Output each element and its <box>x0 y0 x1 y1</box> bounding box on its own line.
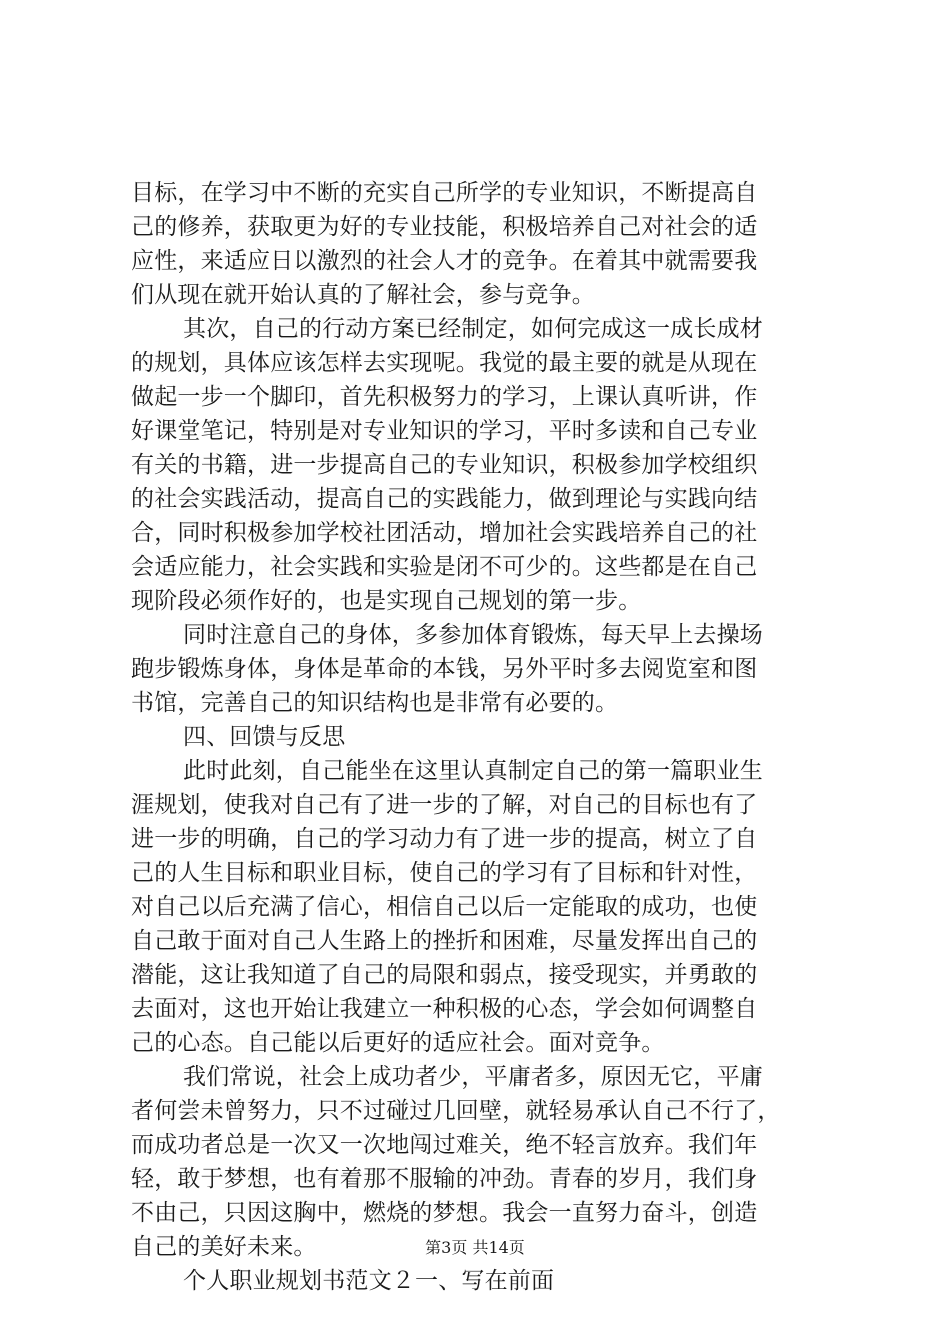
text-line: 涯规划，使我对自己有了进一步的了解，对自己的目标也有了 <box>131 792 758 818</box>
text-line: 做起一步一个脚印，首先积极努力的学习，上课认真听讲，作 <box>131 384 758 410</box>
text-line: 自己的美好未来。 <box>131 1234 317 1260</box>
text-line: 跑步锻炼身体，身体是革命的本钱，另外平时多去阅览室和图 <box>131 656 758 682</box>
text-line: 潜能，这让我知道了自己的局限和弱点，接受现实，并勇敢的 <box>131 962 758 988</box>
text-line: 轻，敢于梦想，也有着那不服输的冲劲。青春的岁月，我们身 <box>131 1166 758 1192</box>
text-line: 去面对，这也开始让我建立一种积极的心态，学会如何调整自 <box>131 996 758 1022</box>
text-line: 其次，自己的行动方案已经制定，如何完成这一成长成材 <box>183 316 763 342</box>
text-line: 应性，来适应日以激烈的社会人才的竞争。在着其中就需要我 <box>131 248 758 274</box>
text-line: 自己敢于面对自己人生路上的挫折和困难，尽量发挥出自己的 <box>131 928 758 954</box>
text-line: 己的修养，获取更为好的专业技能，积极培养自己对社会的适 <box>131 214 758 240</box>
text-line: 合，同时积极参加学校社团活动，增加社会实践培养自己的社 <box>131 520 758 546</box>
text-line: 有关的书籍，进一步提高自己的专业知识，积极参加学校组织 <box>131 452 758 478</box>
text-line: 对自己以后充满了信心，相信自己以后一定能取的成功，也使 <box>131 894 758 920</box>
text-line: 个人职业规划书范文２一、写在前面 <box>183 1268 555 1294</box>
text-line: 进一步的明确，自己的学习动力有了进一步的提高，树立了自 <box>131 826 758 852</box>
text-line: 们从现在就开始认真的了解社会，参与竞争。 <box>131 282 595 308</box>
text-line: 此时此刻，自己能坐在这里认真制定自己的第一篇职业生 <box>183 758 763 784</box>
text-line: 的社会实践活动，提高自己的实践能力，做到理论与实践向结 <box>131 486 758 512</box>
page-footer: 第3页 共14页 <box>425 1238 525 1257</box>
text-line: 目标，在学习中不断的充实自己所学的专业知识，不断提高自 <box>131 180 758 206</box>
document-body <box>131 176 831 1298</box>
text-line: 四、回馈与反思 <box>183 724 346 750</box>
text-line: 我们常说，社会上成功者少，平庸者多，原因无它，平庸 <box>183 1064 763 1090</box>
text-line: 同时注意自己的身体，多参加体育锻炼，每天早上去操场 <box>183 622 763 648</box>
text-line: 者何尝未曾努力，只不过碰过几回壁，就轻易承认自己不行了， <box>131 1098 781 1124</box>
text-line: 不由己，只因这胸中，燃烧的梦想。我会一直努力奋斗，创造 <box>131 1200 758 1226</box>
text-line: 会适应能力，社会实践和实验是闭不可少的。这些都是在自己 <box>131 554 758 580</box>
text-line: 己的心态。自己能以后更好的适应社会。面对竞争。 <box>131 1030 665 1056</box>
text-line: 好课堂笔记，特别是对专业知识的学习，平时多读和自己专业 <box>131 418 758 444</box>
text-line: 己的人生目标和职业目标，使自己的学习有了目标和针对性， <box>131 860 758 886</box>
text-line: 的规划，具体应该怎样去实现呢。我觉的最主要的就是从现在 <box>131 350 758 376</box>
text-line: 现阶段必须作好的，也是实现自己规划的第一步。 <box>131 588 642 614</box>
text-line: 而成功者总是一次又一次地闯过难关，绝不轻言放弃。我们年 <box>131 1132 758 1158</box>
text-line: 书馆，完善自己的知识结构也是非常有必要的。 <box>131 690 619 716</box>
